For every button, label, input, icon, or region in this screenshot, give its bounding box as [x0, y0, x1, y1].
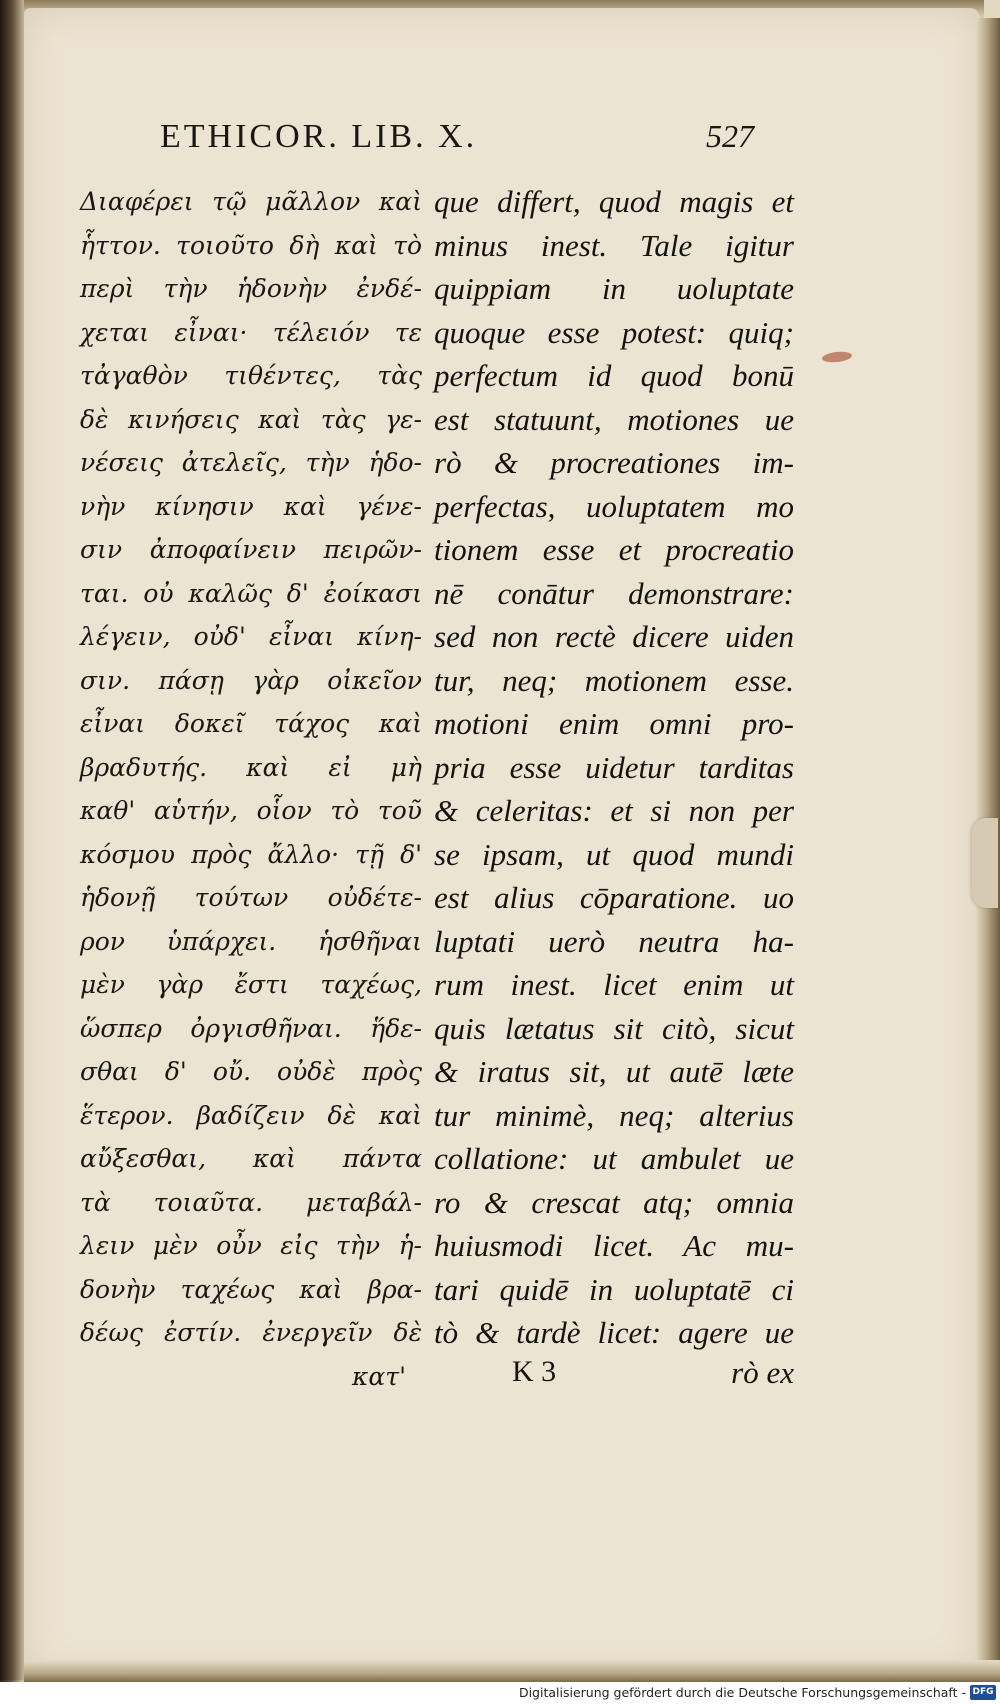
latin-line: sed non rectè dicere uiden — [434, 619, 794, 654]
greek-line: σθαι δ' οὔ. οὐδὲ πρὸς — [80, 1057, 422, 1086]
greek-line: αὔξεσθαι, καὶ πάντα — [80, 1144, 422, 1173]
latin-line: huiusmodi licet. Ac mu- — [434, 1228, 794, 1263]
latin-line: tionem esse et procreatio — [434, 532, 794, 567]
latin-line: ro & crescat atq; omnia — [434, 1184, 794, 1220]
greek-line: ἡδονῇ τούτων οὐδέτε- — [80, 883, 422, 912]
greek-line: ἕτερον. βαδίζειν δὲ καὶ — [80, 1100, 422, 1130]
latin-line: & celeritas: et si non per — [434, 793, 794, 828]
latin-line: rò & procreationes im- — [434, 445, 794, 480]
latin-line: quis lætatus sit citò, sicut — [434, 1010, 794, 1046]
latin-line: perfectum id quod bonū — [434, 358, 794, 393]
latin-line: est statuunt, motiones ue — [434, 401, 794, 437]
latin-line: est alius cōparatione. uo — [434, 880, 794, 915]
page-tab — [972, 818, 998, 908]
signature-line — [434, 1355, 794, 1399]
page-bottom-edge — [24, 1660, 1000, 1682]
latin-line: minus inest. Tale igitur — [434, 227, 794, 263]
dfg-logo: DFG — [970, 1685, 996, 1700]
greek-line: νὴν κίνησιν καὶ γένε- — [80, 491, 422, 521]
greek-line: δονὴν ταχέως καὶ βρα- — [80, 1274, 422, 1304]
greek-line: σιν. πάσῃ γὰρ οἰκεῖον — [80, 665, 422, 695]
greek-line: λέγειν, οὐδ' εἶναι κίνη- — [80, 622, 422, 651]
greek-line: βραδυτής. καὶ εἰ μὴ — [80, 752, 422, 782]
greek-text-column — [80, 180, 422, 1398]
greek-line: νέσεις ἀτελεῖς, τὴν ἡδο- — [80, 448, 422, 477]
greek-line: ἧττον. τοιοῦτο δὴ καὶ τὸ — [80, 230, 422, 260]
greek-line: τὰ τοιαῦτα. μεταβάλ- — [80, 1187, 422, 1217]
latin-line: pria esse uidetur tarditas — [434, 749, 794, 785]
greek-line: τἀγαθὸν τιθέντες, τὰς — [80, 361, 422, 390]
latin-catchword: rò ex — [731, 1355, 794, 1390]
footer-bar — [0, 1682, 1000, 1704]
signature-mark: K 3 — [512, 1355, 557, 1388]
page-header — [0, 118, 1000, 158]
greek-line: ρον ὑπάρχει. ἡσθῆναι — [80, 926, 422, 956]
latin-line: collatione: ut ambulet ue — [434, 1141, 794, 1176]
greek-line: χεται εἶναι· τέλειόν τε — [80, 317, 422, 347]
latin-line: tari quidē in uoluptatē ci — [434, 1271, 794, 1307]
greek-line: σιν ἀποφαίνειν πειρῶν- — [80, 535, 422, 564]
latin-line: tò & tardè licet: agere ue — [434, 1315, 794, 1350]
latin-line: nē conātur demonstrare: — [434, 575, 794, 611]
latin-line: quoque esse potest: quiq; — [434, 314, 794, 350]
latin-line: rum inest. licet enim ut — [434, 967, 794, 1002]
page-number: 527 — [706, 118, 754, 154]
greek-line: λειν μὲν οὖν εἰς τὴν ἡ- — [80, 1231, 422, 1260]
greek-line: μὲν γὰρ ἔστι ταχέως, — [80, 970, 422, 999]
greek-line: εἶναι δοκεῖ τάχος καὶ — [80, 709, 422, 738]
latin-line: tur, neq; motionem esse. — [434, 662, 794, 698]
latin-line: luptati uerò neutra ha- — [434, 923, 794, 959]
latin-line: & iratus sit, ut autē læte — [434, 1054, 794, 1089]
latin-line: se ipsam, ut quod mundi — [434, 836, 794, 872]
greek-line: κόσμου πρὸς ἄλλο· τῇ δ' — [80, 839, 422, 869]
greek-line: Διαφέρει τῷ μᾶλλον καὶ — [80, 187, 422, 216]
greek-line: περὶ τὴν ἡδονὴν ἐνδέ- — [80, 274, 422, 303]
running-head: ETHICOR. LIB. X. — [160, 118, 478, 155]
greek-line: δέως ἐστίν. ἐνεργεῖν δὲ — [80, 1318, 422, 1347]
latin-text-column — [434, 180, 794, 1355]
latin-line: quippiam in uoluptate — [434, 271, 794, 306]
greek-line: κατ' — [352, 1361, 406, 1391]
latin-line: perfectas, uoluptatem mo — [434, 488, 794, 524]
footer-credit: Digitalisierung gefördert durch die Deutsche Forschungsgemeinschaft - — [518, 1685, 966, 1700]
greek-line: δὲ κινήσεις καὶ τὰς γε- — [80, 404, 422, 434]
latin-line: motioni enim omni pro- — [434, 706, 794, 741]
latin-line: tur minimè, neq; alterius — [434, 1097, 794, 1133]
latin-line: que differt, quod magis et — [434, 184, 794, 219]
greek-line: ται. οὐ καλῶς δ' ἐοίκασι — [80, 578, 422, 608]
greek-line: καθ' αὑτήν, οἷον τὸ τοῦ — [80, 796, 422, 825]
greek-line: ὥσπερ ὀργισθῆναι. ἥδε- — [80, 1013, 422, 1043]
